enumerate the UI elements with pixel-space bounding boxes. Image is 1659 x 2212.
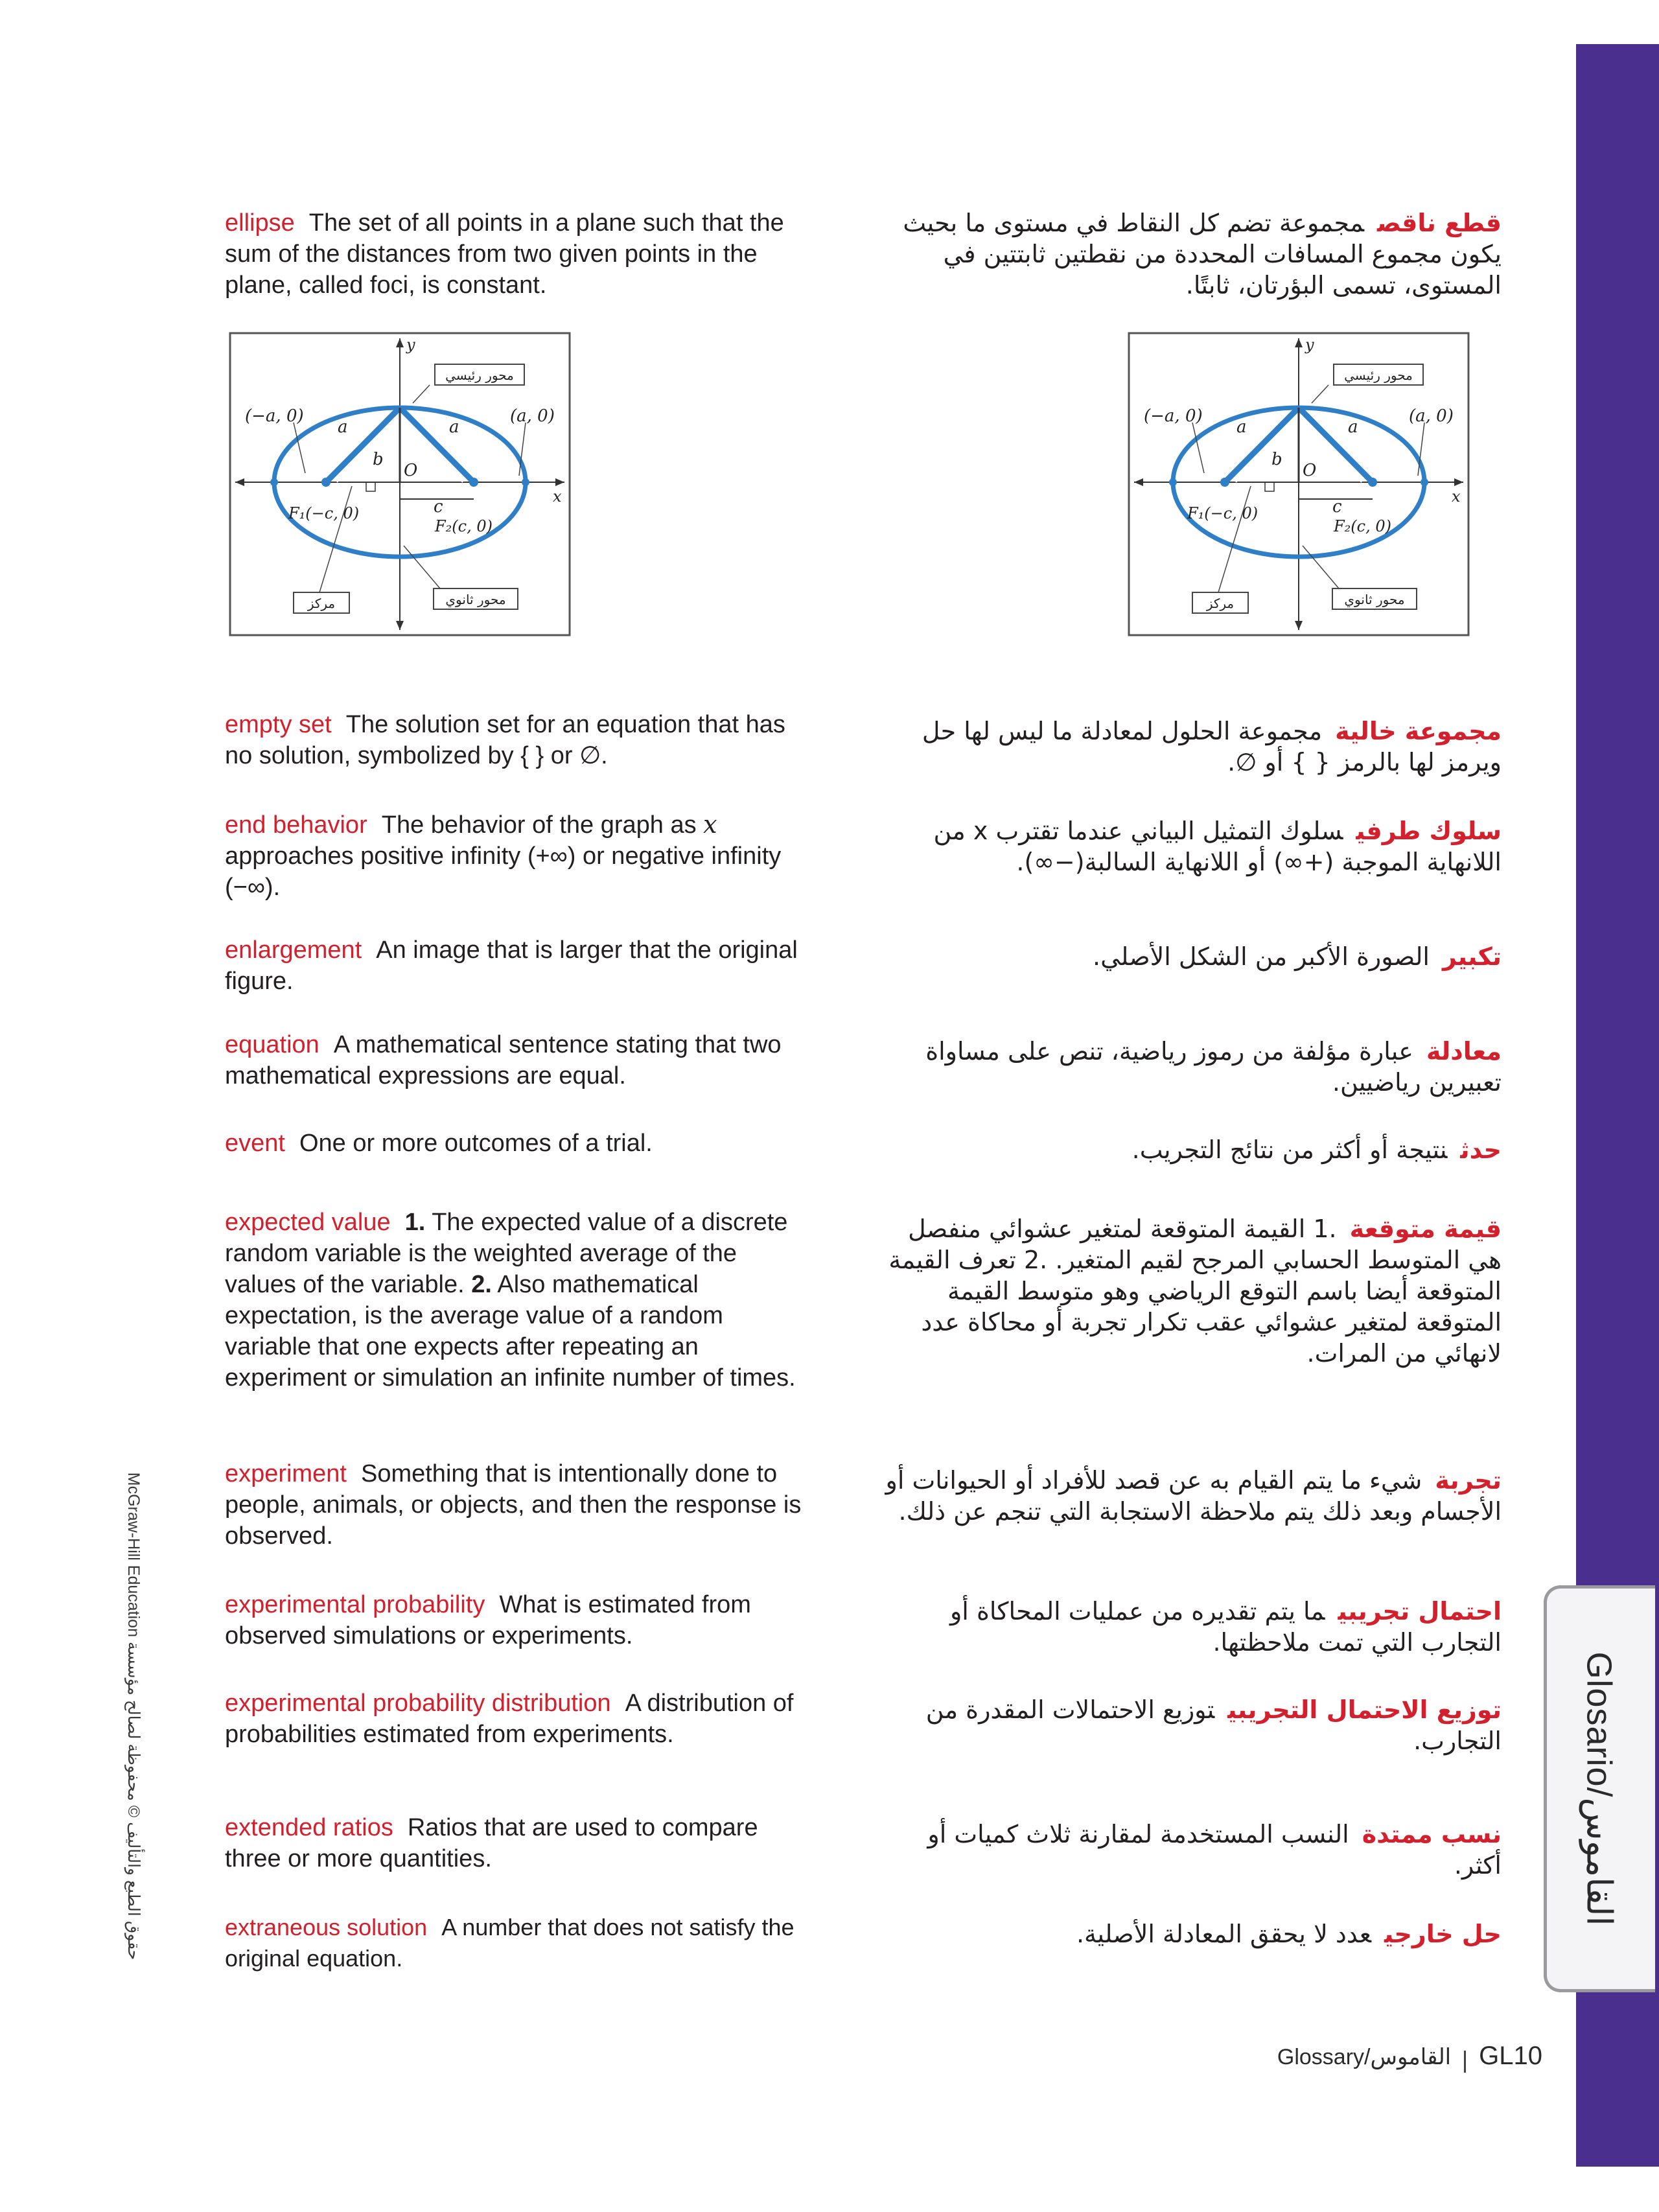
vertex-right-label: (a, 0) [510, 406, 555, 426]
entry-extraneous-solution-en [225, 1912, 808, 1974]
entry-experiment-ar [879, 1465, 1502, 1527]
vertex-right-dot [1421, 478, 1428, 486]
vertex-left-label: (−a, 0) [245, 406, 304, 426]
term-empty-set-en: empty set [225, 711, 332, 738]
minor-axis-label: محور ثانوي [445, 592, 506, 607]
term-experiment-ar: تجربة [1435, 1466, 1502, 1495]
major-axis-label: محور رئيسي [1344, 367, 1413, 383]
definition-empty-set-ar: مجموعة الحلول لمعادلة ما ليس لها حل ويرمز لها بالرمز { } أو ∅. [922, 717, 1502, 776]
item-number-1: 1. [404, 1209, 426, 1236]
term-experimental-probability-distribution-en: experimental probability distribution [225, 1690, 611, 1717]
definition-experiment-en: Something that is intentionally done to people, animals, or objects, and then the response is observed. [225, 1460, 802, 1550]
entry-extended-ratios-en [225, 1812, 808, 1874]
segment-c-label: c [1332, 497, 1342, 517]
entry-enlargement-ar [879, 941, 1502, 972]
definition-experimental-probability-ar: ما يتم تقديره من عمليات المحاكاة أو التجارب التي تمت ملاحظتها. [949, 1597, 1502, 1657]
entry-event-en [225, 1128, 808, 1159]
footer-divider [1464, 2051, 1466, 2073]
definition-ellipse-ar: مجموعة تضم كل النقاط في مستوى ما بحيث يكون مجموع المسافات المحددة من نقطتين ثابتتين في المستوى، تسمى البؤرتان، ثابتًا. [903, 209, 1502, 299]
definition-experimental-probability-en: What is estimated from observed simulations or experiments. [225, 1591, 751, 1649]
term-enlargement-en: enlargement [225, 937, 362, 964]
entry-equation-ar [879, 1036, 1502, 1098]
term-ellipse-en: ellipse [225, 209, 295, 237]
definition-end-behavior-ar: سلوك التمثيل البياني عندما تقترب x من اللانهاية الموجبة (+∞) أو اللانهاية السالبة(−∞). [933, 817, 1502, 876]
focus-1-dot [321, 478, 331, 487]
segment-a-left-label: a [1236, 417, 1247, 437]
item-number-2: 2. [471, 1271, 492, 1298]
vertex-left-dot [1169, 478, 1177, 486]
page-footer [1277, 2042, 1542, 2073]
ellipse-diagram-svg-ar [1128, 332, 1470, 636]
term-ellipse-ar: قطع ناقص [1377, 209, 1502, 237]
entry-expected-value-en [225, 1207, 808, 1393]
entry-enlargement-en [225, 935, 808, 997]
definition-end-behavior-en-part2: approaches positive infinity (+∞) or negative infinity (−∞). [225, 843, 782, 901]
term-enlargement-ar: تكبير [1442, 942, 1502, 971]
focus-2-label: F₂(c, 0) [1334, 517, 1391, 535]
definition-enlargement-ar: الصورة الأكبر من الشكل الأصلي. [1093, 942, 1430, 971]
focus-1-label: F₁(−c, 0) [1187, 504, 1259, 522]
term-experimental-probability-ar: احتمال تجريبي [1338, 1597, 1502, 1625]
origin-label: O [404, 461, 418, 480]
term-extraneous-solution-ar: حل خارجي [1384, 1920, 1502, 1948]
definition-extraneous-solution-en: A number that does not satisfy the original equation. [225, 1914, 795, 1972]
focus-2-dot [469, 478, 478, 487]
term-experimental-probability-en: experimental probability [225, 1591, 485, 1618]
entry-experimental-probability-ar [879, 1596, 1502, 1658]
term-extended-ratios-ar: نسب ممتدة [1362, 1820, 1502, 1848]
definition-empty-set-en: The solution set for an equation that has no solution, symbolized by { } or ∅. [225, 711, 785, 769]
entry-experimental-probability-en [225, 1589, 808, 1651]
vertex-left-label: (−a, 0) [1144, 406, 1203, 426]
term-experimental-probability-distribution-ar: توزيع الاحتمال التجريبي [1227, 1695, 1502, 1724]
segment-a-left-label: a [338, 417, 348, 437]
axis-y-label: y [406, 336, 415, 354]
vertex-left-dot [270, 478, 278, 486]
vertex-right-label: (a, 0) [1409, 406, 1454, 426]
definition-expected-value-ar: .1 القيمة المتوقعة لمتغير عشوائي منفصل هي المتوسط الحسابي المرجح لقيم المتغير. .2 تعرف القيمة المتوقعة أيضا باسم التوقع الرياضي وهو متوسط القيمة المتوقعة لمتغير عشوائي عقب تكرار تجربة أو محاكاة عدد لانهائي من المرات. [888, 1215, 1502, 1368]
focus-1-label: F₁(−c, 0) [288, 504, 360, 522]
ellipse-diagram-ar [1128, 332, 1470, 636]
entry-extraneous-solution-ar [879, 1918, 1502, 1950]
focus-1-dot [1220, 478, 1229, 487]
definition-extended-ratios-en: Ratios that are used to compare three or more quantities. [225, 1814, 758, 1872]
definition-enlargement-en: An image that is larger that the original figure. [225, 937, 798, 995]
segment-b-label: b [373, 450, 384, 469]
term-event-ar: حدث [1460, 1135, 1502, 1164]
entry-event-ar [879, 1134, 1502, 1165]
center-label: مركز [1206, 596, 1235, 611]
segment-b-label: b [1271, 450, 1282, 469]
definition-expected-value-en-2: Also mathematical expectation, is the average value of a random variable that one expects after repeating an experiment or simulation an infinite number of times. [225, 1271, 796, 1391]
entry-experimental-probability-distribution-ar [879, 1694, 1502, 1756]
definition-event-en: One or more outcomes of a trial. [299, 1130, 653, 1157]
term-event-en: event [225, 1130, 285, 1157]
entry-experiment-en [225, 1458, 808, 1552]
minor-axis-label: محور ثانوي [1344, 592, 1405, 607]
center-label: مركز [307, 596, 336, 611]
definition-event-ar: نتيجة أو أكثر من نتائج التجريب. [1131, 1135, 1448, 1164]
definition-end-behavior-en-part1: The behavior of the graph as [381, 811, 697, 839]
segment-a-right-label: a [449, 417, 459, 437]
axis-y-label: y [1305, 336, 1314, 354]
entry-expected-value-ar [879, 1213, 1502, 1369]
term-expected-value-en: expected value [225, 1209, 391, 1236]
focus-2-label: F₂(c, 0) [435, 517, 493, 535]
ellipse-diagram-svg [229, 332, 571, 636]
copyright-credit: McGraw-Hill Education حقوق الطبع والتأليف © محفوظة لصالح مؤسسة [124, 1472, 143, 1961]
variable-x: x [703, 810, 717, 839]
definition-experiment-ar: شيء ما يتم القيام به عن قصد للأفراد أو الحيوانات أو الأجسام وبعد ذلك يتم ملاحظة الاستجابة التي تنجم عن ذلك. [885, 1466, 1502, 1526]
definition-equation-en: A mathematical sentence stating that two mathematical expressions are equal. [225, 1031, 782, 1089]
entry-ellipse-en [225, 207, 808, 301]
segment-c-label: c [434, 497, 443, 517]
footer-label: Glossary/القاموس [1277, 2045, 1452, 2069]
segment-a-right-label: a [1348, 417, 1358, 437]
entry-empty-set-ar [879, 716, 1502, 778]
entry-end-behavior-ar [879, 815, 1502, 878]
origin-label: O [1303, 461, 1317, 480]
major-axis-label: محور رئيسي [445, 367, 514, 383]
term-equation-en: equation [225, 1031, 319, 1058]
term-equation-ar: معادلة [1426, 1037, 1502, 1065]
term-end-behavior-en: end behavior [225, 811, 367, 839]
entry-empty-set-en [225, 709, 808, 771]
term-end-behavior-ar: سلوك طرفي [1356, 817, 1502, 845]
entry-ellipse-ar [879, 207, 1502, 301]
entry-extended-ratios-ar [879, 1819, 1502, 1881]
term-empty-set-ar: مجموعة خالية [1335, 717, 1502, 745]
focus-2-dot [1368, 478, 1377, 487]
page-number: GL10 [1479, 2042, 1542, 2070]
term-extended-ratios-en: extended ratios [225, 1814, 393, 1841]
entry-experimental-probability-distribution-en [225, 1688, 808, 1750]
term-expected-value-ar: قيمة متوقعة [1349, 1215, 1502, 1243]
entry-equation-en [225, 1029, 808, 1091]
entry-end-behavior-en [225, 809, 808, 903]
term-experiment-en: experiment [225, 1460, 347, 1487]
axis-x-label: x [553, 487, 562, 506]
definition-ellipse-en: The set of all points in a plane such that the sum of the distances from two given points in the plane, called foci, is constant. [225, 209, 784, 299]
definition-equation-ar: عبارة مؤلفة من رموز رياضية، تنص على مساواة تعبيرين رياضيين. [925, 1037, 1502, 1097]
definition-experimental-probability-distribution-en: A distribution of probabilities estimated from experiments. [225, 1690, 794, 1748]
axis-x-label: x [1452, 487, 1461, 506]
definition-experimental-probability-distribution-ar: توزيع الاحتمالات المقدرة من التجارب. [925, 1695, 1502, 1755]
glossary-tab-label: Glosario/القاموس [1579, 1651, 1619, 1926]
ellipse-diagram-en [229, 332, 571, 636]
definition-extended-ratios-ar: النسب المستخدمة لمقارنة ثلاث كميات أو أكثر. [927, 1820, 1502, 1880]
definition-extraneous-solution-ar: عدد لا يحقق المعادلة الأصلية. [1076, 1920, 1372, 1948]
term-extraneous-solution-en: extraneous solution [225, 1914, 428, 1940]
definition-expected-value-en-1: The expected value of a discrete random variable is the weighted average of the values of the variable. [225, 1209, 788, 1298]
vertex-right-dot [522, 478, 529, 486]
